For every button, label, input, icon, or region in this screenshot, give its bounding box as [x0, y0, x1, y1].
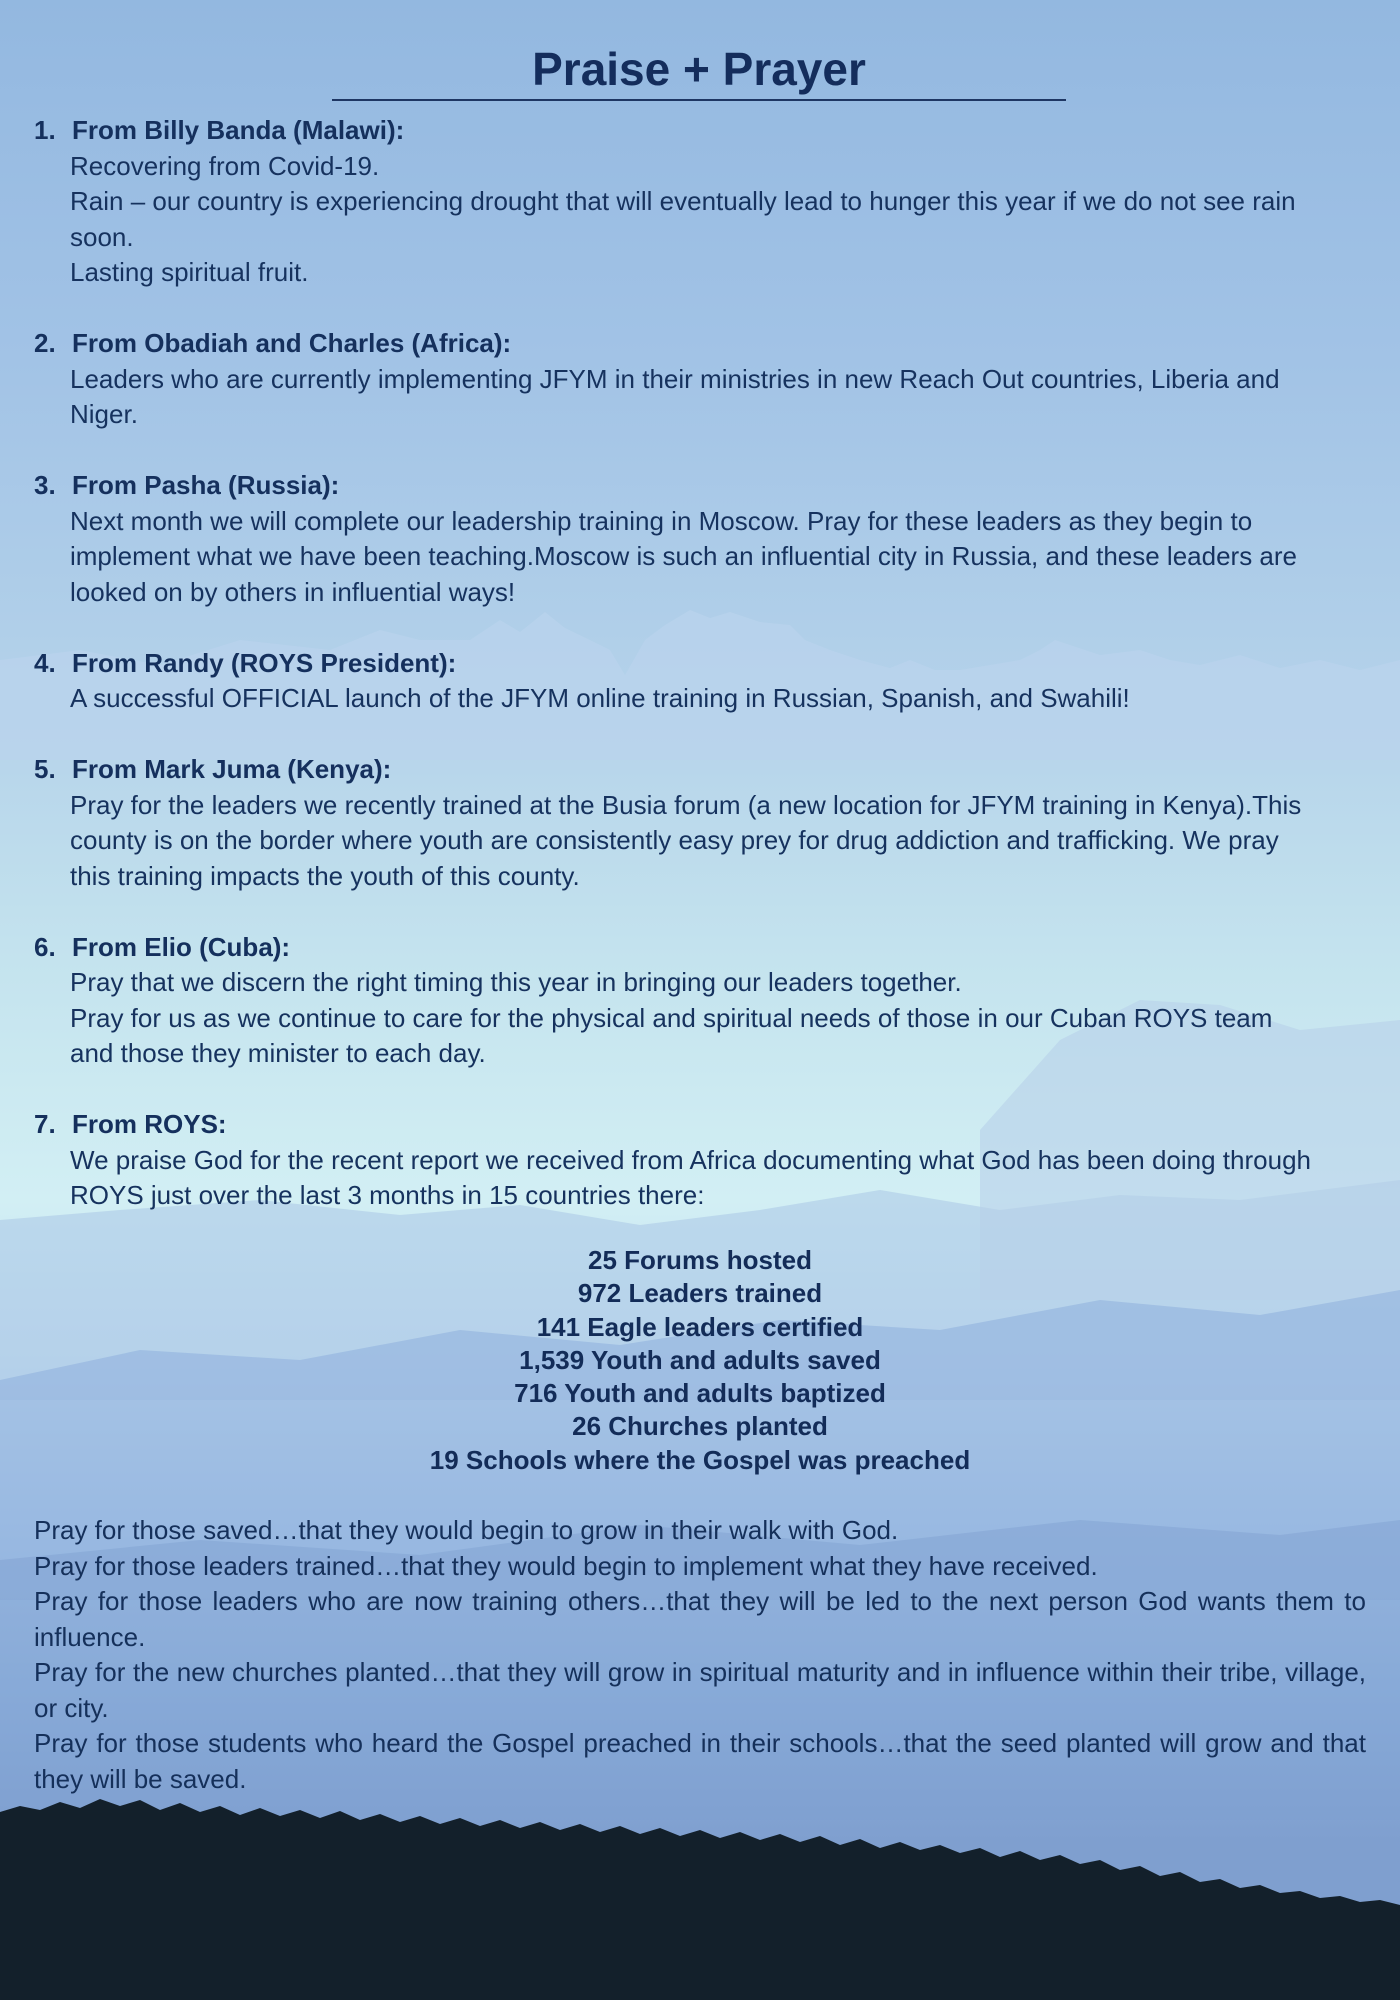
page-title: Praise + Prayer [532, 43, 866, 95]
section-heading-text: From Elio (Cuba): [72, 931, 291, 962]
section-heading-text: From Mark Juma (Kenya): [72, 754, 392, 784]
section-heading [34, 326, 1364, 362]
closing-prayer-line: Pray for those saved…that they would begin to grow in their walk with God. [34, 1515, 899, 1545]
closing-prayers [34, 1513, 1366, 1797]
stat-line: 1,539 Youth and adults saved [519, 1344, 881, 1375]
request-line: Lasting spiritual fruit. [70, 257, 309, 287]
request-section [34, 113, 1364, 291]
request-section [34, 646, 1364, 717]
section-body [34, 965, 1320, 1072]
section-heading-text: From Obadiah and Charles (Africa): [72, 328, 512, 358]
section-number: 6. [34, 931, 56, 962]
section-number: 4. [34, 647, 56, 678]
section-heading [34, 646, 1364, 682]
section-number: 1. [34, 115, 56, 145]
section-heading [34, 468, 1364, 504]
section-number: 3. [34, 470, 56, 500]
closing-prayer-line: Pray for those leaders trained…that they would begin to implement what they have received. [34, 1550, 1098, 1581]
section-body [34, 362, 1320, 433]
section-number: 5. [34, 754, 56, 784]
section-body [34, 149, 1320, 291]
request-line: Pray for the leaders we recently trained at the Busia forum (a new location for JFYM training in Kenya).This county is on the border where youth are consistently easy prey for drug addiction and trafficking. We pray this training impacts the youth of this county. [70, 789, 1302, 891]
request-section [34, 930, 1364, 1072]
request-line: Leaders who are currently implementing JFYM in their ministries in new Reach Out countries, Liberia and Niger. [70, 363, 1280, 429]
section-heading-text: From Pasha (Russia): [72, 470, 340, 500]
stat-line: 19 Schools where the Gospel was preached [429, 1444, 971, 1475]
closing-prayer-line: Pray for the new churches planted…that they will grow in spiritual maturity and in influence within their tribe, village, or city. [34, 1657, 1366, 1723]
request-section [34, 1107, 1364, 1214]
section-heading [34, 113, 1364, 149]
section-body [34, 681, 1320, 717]
closing-prayer-line: Pray for those students who heard the Gospel preached in their schools…that the seed planted will grow and that they will be saved. [34, 1728, 1366, 1794]
section-heading-text: From ROYS: [72, 1109, 227, 1139]
section-heading [34, 752, 1364, 788]
section-heading-text: From Randy (ROYS President): [72, 647, 457, 678]
prayer-requests-list [34, 113, 1364, 1249]
request-line: Recovering from Covid-19. [70, 150, 380, 181]
stat-line: 25 Forums hosted [588, 1245, 812, 1275]
request-section [34, 326, 1364, 433]
section-number: 7. [34, 1109, 56, 1139]
request-line: We praise God for the recent report we received from Africa documenting what God has been doing through ROYS just over the last 3 months in 15 countries there: [70, 1144, 1311, 1210]
section-body [34, 788, 1320, 895]
section-heading [34, 930, 1364, 966]
section-body [34, 504, 1320, 611]
title-underline [332, 99, 1066, 101]
section-heading [34, 1107, 1364, 1143]
closing-prayer-line: Pray for those leaders who are now training others…that they will be led to the next person God wants them to influence. [34, 1586, 1366, 1652]
request-line: Pray that we discern the right timing this year in bringing our leaders together. [70, 967, 962, 997]
stat-line: 141 Eagle leaders certified [536, 1311, 864, 1342]
request-line: A successful OFFICIAL launch of the JFYM online training in Russian, Spanish, and Swahili! [70, 683, 1130, 713]
section-number: 2. [34, 328, 56, 358]
stat-line: 972 Leaders trained [577, 1278, 823, 1309]
report-stats-list [300, 1244, 1100, 1477]
stat-line: 716 Youth and adults baptized [514, 1378, 886, 1409]
section-body [34, 1143, 1320, 1214]
request-line: Pray for us as we continue to care for the physical and spiritual needs of those in our Cuban ROYS team and those they minister to each day. [70, 1002, 1273, 1068]
section-heading-text: From Billy Banda (Malawi): [72, 115, 405, 145]
stat-line: 26 Churches planted [572, 1411, 828, 1442]
request-section [34, 468, 1364, 610]
request-line: Rain – our country is experiencing drought that will eventually lead to hunger this year if we do not see rain soon. [70, 186, 1296, 252]
request-line: Next month we will complete our leadership training in Moscow. Pray for these leaders as they begin to implement what we have been teaching.Moscow is such an influential city in Russia, and these leaders are looked on by others in influential ways! [70, 505, 1298, 607]
request-section [34, 752, 1364, 894]
title-block [332, 38, 1066, 100]
